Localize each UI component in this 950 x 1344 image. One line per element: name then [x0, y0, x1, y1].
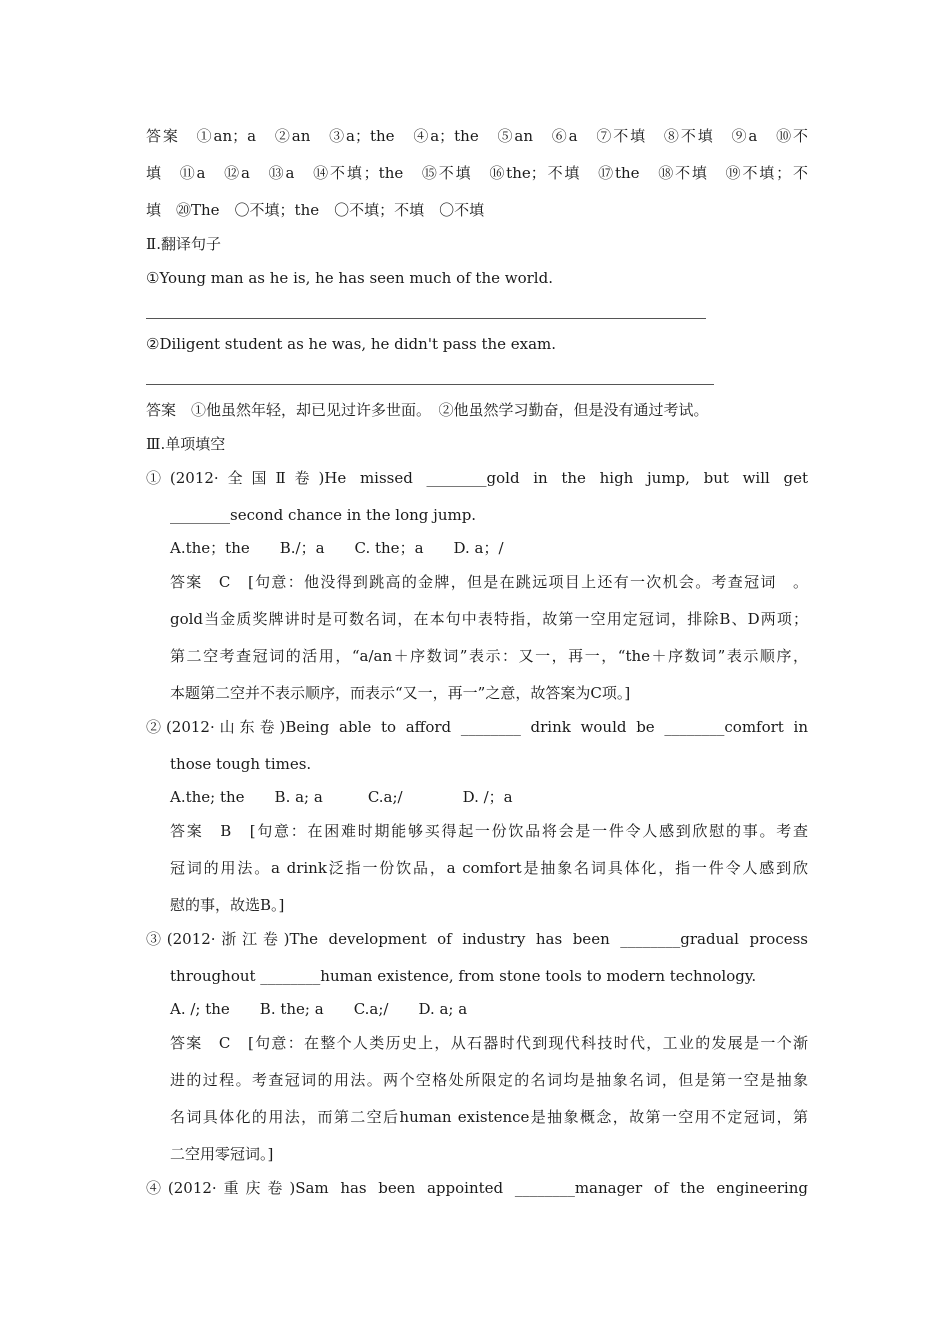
answers-line-3: 填 ⑳The 〇不填；the 〇不填；不填 〇不填	[146, 201, 485, 219]
question-2-stem: ②(2012·山东卷)Being able to afford ________ drink would be ________comfort in	[146, 718, 808, 736]
answer-line-2	[146, 384, 714, 385]
question-3-options: A. /; the B. the; a C.a;/ D. a; a	[170, 1000, 468, 1018]
translate-answer: 答案 ①他虽然年轻，却已见过许多世面。 ②他虽然学习勤奋，但是没有通过考试。	[146, 401, 709, 419]
translate-question-2: ②Diligent student as he was, he didn't pass the exam.	[146, 335, 557, 353]
question-1-explanation-3: 第二空考查冠词的活用，“a/an＋序数词”表示：又一，再一，“the＋序数词”表示顺序，	[170, 647, 808, 665]
question-3-stem: ③(2012·浙江卷)The development of industry has been ________gradual process	[146, 930, 808, 948]
section-heading-single-choice: Ⅲ.单项填空	[146, 435, 226, 453]
answers-line-2: 填 ⑪a ⑫a ⑬a ⑭不填；the ⑮不填 ⑯the；不填 ⑰the ⑱不填 ⑲不填；不	[146, 164, 808, 182]
translate-question-1: ①Young man as he is, he has seen much of the world.	[146, 269, 553, 287]
question-4-stem: ④(2012·重庆卷)Sam has been appointed ________manager of the engineering	[146, 1179, 808, 1197]
section-heading-translate: Ⅱ.翻译句子	[146, 235, 221, 253]
question-1-stem-cont: ________second chance in the long jump.	[170, 506, 477, 524]
question-3-stem-cont: throughout ________human existence, from stone tools to modern technology.	[170, 967, 757, 985]
question-3-explanation-1: 答案 C [句意：在整个人类历史上，从石器时代到现代科技时代，工业的发展是一个渐	[170, 1034, 808, 1052]
question-1-stem: ①(2012·全国Ⅱ卷)He missed ________gold in the high jump, but will get	[146, 469, 808, 487]
answers-line-1: 答案 ①an；a ②an ③a；the ④a；the ⑤an ⑥a ⑦不填 ⑧不填 ⑨a ⑩不	[146, 127, 808, 145]
question-2-explanation-2: 冠词的用法。a drink泛指一份饮品，a comfort是抽象名词具体化，指一件令人感到欣	[170, 859, 808, 877]
question-2-explanation-3: 慰的事，故选B。]	[170, 896, 285, 914]
question-1-explanation-4: 本题第二空并不表示顺序，而表示“又一，再一”之意，故答案为C项。]	[170, 684, 631, 702]
answer-line-1	[146, 318, 706, 319]
question-3-explanation-3: 名词具体化的用法，而第二空后human existence是抽象概念，故第一空用不定冠词，第	[170, 1108, 808, 1126]
question-2-explanation-1: 答案 B [句意：在困难时期能够买得起一份饮品将会是一件令人感到欣慰的事。考查	[170, 822, 808, 840]
question-2-options: A.the; the B. a; a C.a;/ D. /；a	[170, 788, 513, 806]
question-2-stem-cont: those tough times.	[170, 755, 312, 773]
question-1-explanation-2: gold当金质奖牌讲时是可数名词，在本句中表特指，故第一空用定冠词，排除B、D两项；	[170, 610, 808, 628]
question-3-explanation-4: 二空用零冠词。]	[170, 1145, 274, 1163]
question-3-explanation-2: 进的过程。考查冠词的用法。两个空格处所限定的名词均是抽象名词，但是第一空是抽象	[170, 1071, 808, 1089]
question-1-options: A.the；the B./；a C. the；a D. a；/	[170, 539, 504, 557]
question-1-explanation-1: 答案 C [句意：他没得到跳高的金牌，但是在跳远项目上还有一次机会。考查冠词 。	[170, 573, 808, 591]
